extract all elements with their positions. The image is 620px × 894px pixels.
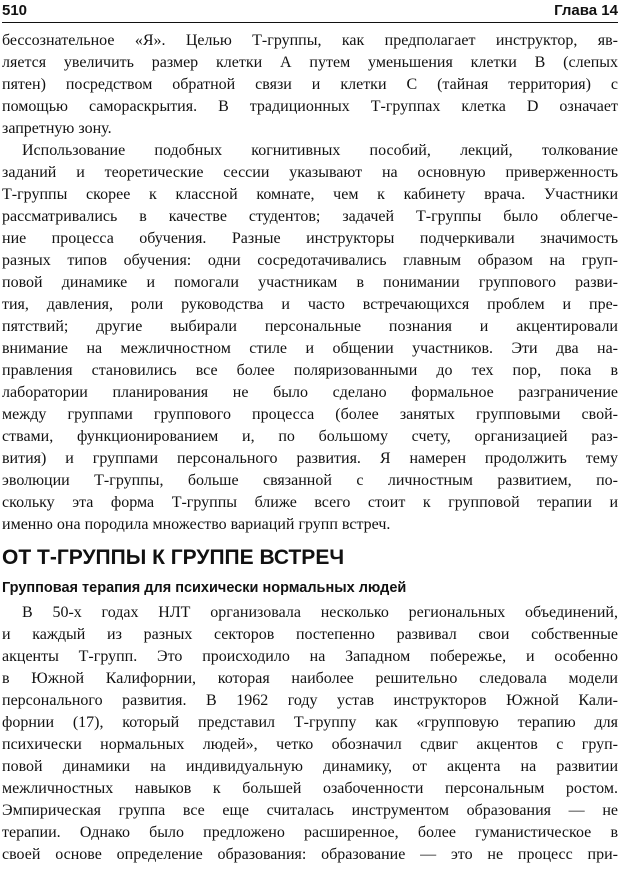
text-line: вития) и группами персонального развития. Я намерен продолжить тему [2,450,618,467]
paragraph-2 [2,140,618,536]
text-line: Использование подобных когнитивных пособий, лекций, толкование [22,142,618,159]
text-line: терапии. Однако было предложено расширенное, более гуманистическое в [2,824,618,841]
text-line: ствами, функционированием и, по большому счету, организацией раз- [2,428,618,445]
chapter-title: Глава 14 [554,2,618,19]
text-line: бессознательное «Я». Целью Т-группы, как предполагает инструктор, яв- [2,32,618,49]
text-line: повой динамики на индивидуальную динамику, от акцента на развитии [2,758,618,775]
text-line: В 50-х годах НЛТ организовала несколько региональных объединений, [22,604,618,621]
text-line: помощью самораскрытия. В традиционных Т-группах клетка D означает [2,98,618,115]
book-page [2,0,618,863]
text-line: правления становились все более поляризованными до тех пор, пока в [2,362,618,379]
text-line: запретную зону. [2,120,112,137]
header-rule [2,22,618,23]
text-line: именно она породила множество вариаций групп встреч. [2,516,391,533]
text-line: акценты Т-групп. Это происходило на Западном побережье, и особенно [2,648,618,665]
text-line: Т-группы скорее к классной комнате, чем к кабинету врача. Участники [2,186,618,203]
paragraph-1 [2,30,618,140]
paragraph-3 [2,602,618,866]
text-line: ляется увеличить размер клетки А путем уменьшения клетки В (слепых [2,54,618,71]
text-line: лаборатории планирования не было сделано формальное разграничение [2,384,618,401]
text-line: ние процесса обучения. Разные инструкторы подчеркивали значимость [2,230,618,247]
text-line: Эмпирическая группа все еще считалась инструментом образования — не [2,802,618,819]
text-line: внимание на межличностном стиле и общении участников. Эти два на- [2,340,618,357]
body-text [2,30,618,866]
text-line: форнии (17), который представил Т-группу как «групповую терапию для [2,714,618,731]
text-line: и каждый из разных секторов постепенно развивал свои собственные [2,626,618,643]
text-line: пятствий; другие выбирали персональные познания и акцентировали [2,318,618,335]
text-line: повой динамике и помогали участникам в понимании группового разви- [2,274,618,291]
text-line: тия, давления, роли руководства и часто встречающихся проблем и пре- [2,296,618,313]
text-line: межличностных навыков к большей озабоченности персональным ростом. [2,780,618,797]
page-header [2,0,618,24]
text-line: эволюции Т-группы, больше связанной с личностным развитием, по- [2,472,618,489]
text-line: своей основе определение образования: образование — это не процесс при- [2,846,618,863]
page-number: 510 [2,2,28,19]
text-line: рассматривались в качестве студентов; задачей Т-группы было облегче- [2,208,618,225]
text-line: в Южной Калифорнии, которая наиболее решительно следовала модели [2,670,618,687]
section-heading: ОТ Т-ГРУППЫ К ГРУППЕ ВСТРЕЧ [2,546,345,569]
text-line: психически нормальных людей», четко обозначил сдвиг акцентов с груп- [2,736,618,753]
subsection-heading: Групповая терапия для психически нормальных людей [2,580,407,596]
text-line: заданий и теоретические сессии указывают на основную приверженность [2,164,618,181]
text-line: скольку эта форма Т-группы ближе всего стоит к групповой терапии и [2,494,618,511]
text-line: пятен) посредством обратной связи и клетки С (тайная территория) с [2,76,618,93]
text-line: разных типов обучения: одни сосредотачивались главным образом на груп- [2,252,618,269]
text-line: персонального развития. В 1962 году устав инструкторов Южной Кали- [2,692,618,709]
text-line: между группами группового процесса (более занятых групповыми свой- [2,406,618,423]
